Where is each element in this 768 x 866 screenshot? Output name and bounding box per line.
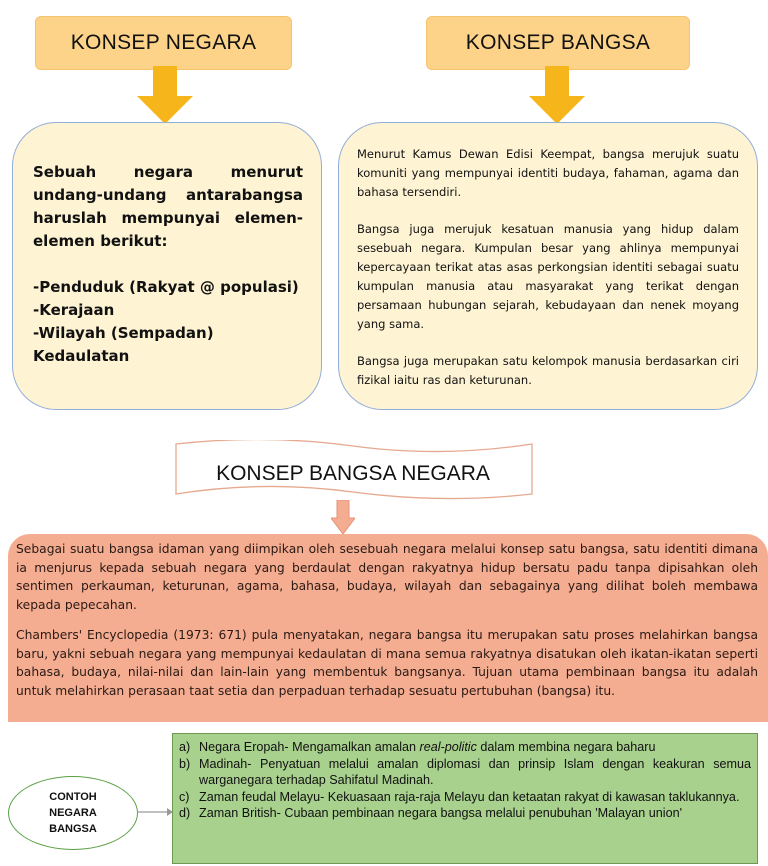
list-text: Zaman British- Cubaan pembinaan negara bangsa melalui penubuhan 'Malayan union' [199,806,682,820]
list-letter: b) [179,756,191,771]
bangsa-negara-panel [8,534,768,722]
list-item: -Wilayah (Sempadan) [33,324,214,342]
konsep-bangsa-negara-title: KONSEP BANGSA NEGARA [216,462,490,485]
negara-intro-text: Sebuah negara menurut undang-undang antarabangsa haruslah mempunyai elemen-elemen berikut: [33,163,303,250]
bangsa-paragraph: Bangsa juga merujuk kesatuan manusia yang hidup dalam sesebuah negara. Kumpulan besar yang ahlinya mempunyai kepercayaan terikat atas asas perkongsian identiti sebagai suatu kumpulan manusia atau masyarakat yang terikat dengan persamaan hubungan sejarah, kebudayaan dan nenek moyang yang sama. [357,222,739,331]
bangsa-paragraph: Bangsa juga merupakan satu kelompok manusia berdasarkan ciri fizikal iaitu ras dan keturunan. [357,354,739,387]
list-item: Kedaulatan [33,347,130,365]
contoh-negara-bangsa-oval [8,776,138,850]
down-arrow-icon [137,66,193,124]
list-item [179,739,751,756]
connector-arrow-icon [137,806,173,818]
list-letter: c) [179,789,190,804]
konsep-negara-panel [12,122,322,410]
contoh-label-line: CONTOH [49,791,97,803]
list-item: -Kerajaan [33,301,115,319]
contoh-list-panel [172,733,758,864]
list-item [179,805,751,822]
down-arrow-icon [529,66,585,124]
contoh-label [49,789,97,837]
list-item: -Penduduk (Rakyat @ populasi) [33,278,299,296]
list-letter: d) [179,806,191,820]
list-letter: a) [179,740,191,754]
down-arrow-icon [331,500,355,536]
konsep-bangsa-panel [338,122,758,410]
contoh-label-line: BANGSA [49,823,97,835]
negara-elements-list [33,276,303,368]
bangsa-negara-paragraph: Chambers' Encyclopedia (1973: 671) pula menyatakan, negara bangsa itu merupakan satu proses melahirkan bangsa baru, yakni sebuah negara yang mempunyai kedaulatan di mana semua rakyatnya disatukan oleh ikatan-ikatan seperti bahasa, budaya, nilai-nilai dan lain-lain yang membentuk bangsanya. Tujuan utama pembinaan bangsa itu adalah untuk melahirkan perasaan taat setia dan perpaduan terhadap sesuatu pertubuhan (bangsa) itu. [16,628,758,698]
konsep-bangsa-title: KONSEP BANGSA [426,16,690,70]
list-text: Zaman feudal Melayu- Kekuasaan raja-raja Melayu dan ketaatan rakyat di kawasan taklukannya. [199,789,740,804]
contoh-label-line: NEGARA [49,807,97,819]
konsep-negara-title: KONSEP NEGARA [35,16,292,70]
list-item [179,756,751,789]
list-item [179,789,751,806]
bangsa-negara-paragraph: Sebagai suatu bangsa idaman yang diimpikan oleh sesebuah negara melalui konsep satu bangsa, satu identiti dimana ia menjurus kepada sebuah negara yang berdaulat dengan rakyatnya hidup bersatu padu tanpa dipisahkan oleh sentimen perkauman, keturunan, agama, bahasa, budaya, wilayah dan sebagainya yang dilihat boleh membawa kepada pepecahan. [16,542,758,612]
bangsa-paragraph: Menurut Kamus Dewan Edisi Keempat, bangsa merujuk suatu komuniti yang mempunyai identiti budaya, fahaman, agama dan bahasa tersendiri. [357,147,739,199]
list-text: Negara Eropah- Mengamalkan amalan real-politic dalam membina negara baharu [199,740,656,754]
list-text: Madinah- Penyatuan melalui amalan diplomasi dan prinsip Islam dengan keakuran semua warganegara terhadap Sahifatul Madinah. [199,756,751,787]
